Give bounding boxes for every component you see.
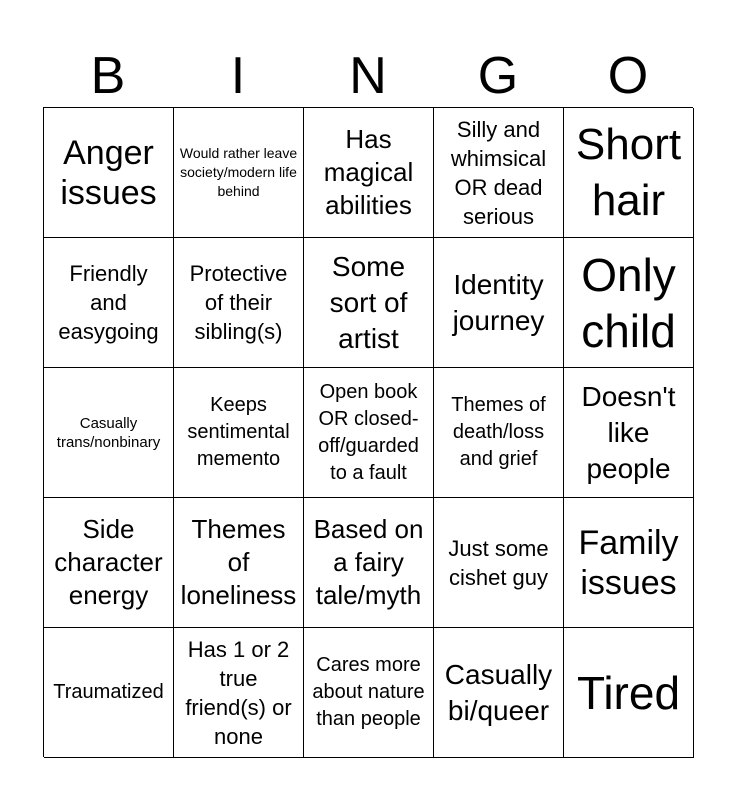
bingo-cell-r1-c1[interactable] bbox=[44, 108, 174, 238]
bingo-cell-r2-c5[interactable] bbox=[564, 238, 694, 368]
bingo-board bbox=[43, 107, 693, 757]
bingo-cell-r5-c5[interactable] bbox=[564, 628, 694, 758]
bingo-cell-r1-c5[interactable] bbox=[564, 108, 694, 238]
cell-label: Traumatized bbox=[53, 681, 164, 703]
cell-label: Doesn't like people bbox=[581, 380, 676, 484]
cell-label: Short hair bbox=[575, 119, 682, 225]
cell-label: Themes of death/loss and grief bbox=[451, 394, 546, 470]
cell-label: Only child bbox=[581, 248, 676, 357]
cell-label: Some sort of artist bbox=[329, 250, 408, 354]
bingo-cell-r4-c4[interactable] bbox=[434, 498, 564, 628]
cell-label: Casually bi/queer bbox=[444, 658, 553, 726]
bingo-cell-r5-c1[interactable] bbox=[44, 628, 174, 758]
bingo-cell-r2-c4[interactable] bbox=[434, 238, 564, 368]
bingo-cell-r1-c2[interactable] bbox=[174, 108, 304, 238]
header-letter-b: B bbox=[90, 47, 126, 105]
bingo-cell-r5-c4[interactable] bbox=[434, 628, 564, 758]
cell-label: Casually trans/nonbinary bbox=[56, 414, 161, 451]
cell-label: Identity journey bbox=[452, 268, 545, 336]
cell-label: Silly and whimsical OR dead serious bbox=[450, 116, 547, 229]
bingo-cell-r4-c1[interactable] bbox=[44, 498, 174, 628]
bingo-cell-r1-c3[interactable] bbox=[304, 108, 434, 238]
cell-label: Family issues bbox=[578, 523, 679, 602]
bingo-cell-r5-c3[interactable] bbox=[304, 628, 434, 758]
cell-label: Tired bbox=[576, 666, 681, 719]
cell-label: Anger issues bbox=[60, 133, 157, 212]
cell-label: Protective of their sibling(s) bbox=[189, 261, 288, 344]
bingo-header bbox=[43, 44, 693, 108]
header-letter-g: G bbox=[477, 47, 519, 105]
cell-label: Open book OR closed-off/guarded to a fault bbox=[318, 380, 419, 484]
cell-label: Friendly and easygoing bbox=[58, 261, 159, 344]
cell-label: Has 1 or 2 true friend(s) or none bbox=[185, 636, 292, 749]
cell-label: Cares more about nature than people bbox=[312, 654, 425, 730]
header-letter-i: I bbox=[230, 47, 246, 105]
cell-label: Would rather leave society/modern life behind bbox=[179, 145, 298, 199]
bingo-cell-r4-c2[interactable] bbox=[174, 498, 304, 628]
cell-label: Just some cishet guy bbox=[448, 535, 549, 590]
bingo-cell-r3-c4[interactable] bbox=[434, 368, 564, 498]
bingo-cell-r3-c5[interactable] bbox=[564, 368, 694, 498]
bingo-cell-r3-c3[interactable] bbox=[304, 368, 434, 498]
cell-label: Keeps sentimental memento bbox=[187, 394, 290, 470]
bingo-cell-r5-c2[interactable] bbox=[174, 628, 304, 758]
header-letter-n: N bbox=[349, 47, 387, 105]
cell-label: Themes of loneliness bbox=[180, 514, 297, 610]
cell-label: Side character energy bbox=[54, 514, 163, 610]
bingo-cell-r3-c2[interactable] bbox=[174, 368, 304, 498]
bingo-cell-r3-c1[interactable] bbox=[44, 368, 174, 498]
bingo-cell-r2-c1[interactable] bbox=[44, 238, 174, 368]
cell-label: Based on a fairy tale/myth bbox=[313, 514, 424, 610]
bingo-cell-r2-c3[interactable] bbox=[304, 238, 434, 368]
cell-label: Has magical abilities bbox=[323, 124, 414, 220]
header-letter-o: O bbox=[607, 47, 649, 105]
bingo-cell-r2-c2[interactable] bbox=[174, 238, 304, 368]
bingo-cell-r4-c3[interactable] bbox=[304, 498, 434, 628]
bingo-cell-r1-c4[interactable] bbox=[434, 108, 564, 238]
bingo-cell-r4-c5[interactable] bbox=[564, 498, 694, 628]
